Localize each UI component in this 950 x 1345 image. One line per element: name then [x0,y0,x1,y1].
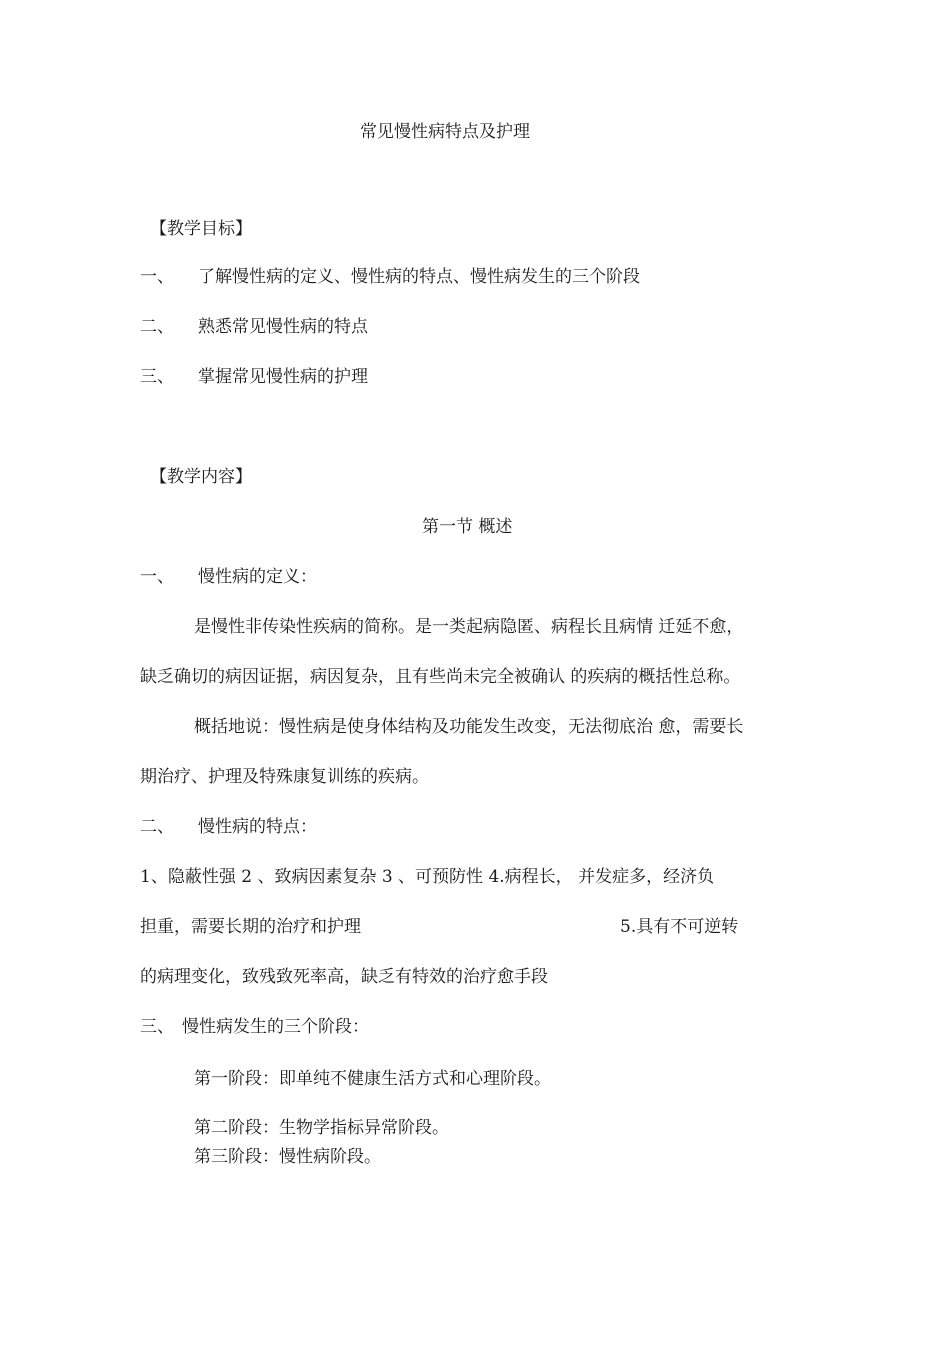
definition-paragraph-2-line-1: 概括地说：慢性病是使身体结构及功能发生改变，无法彻底治 愈，需要长 [194,717,744,737]
features-number: 二、 [140,817,174,837]
definition-number: 一、 [140,567,174,587]
definition-paragraph-1-line-2: 缺乏确切的病因证据，病因复杂，且有些尚未完全被确认 的疾病的概括性总称。 [140,667,741,687]
features-line-1: 1、隐蔽性强 2 、致病因素复杂 3 、可预防性 4.病程长， 并发症多，经济负 [140,867,715,887]
stages-heading [140,1016,369,1038]
objective-item-2-number: 二、 [140,317,174,337]
objective-item-2-text: 熟悉常见慢性病的特点 [198,317,368,337]
features-line-2-part-b: 5.具有不可逆转 [620,917,739,937]
objectives-heading: 【教学目标】 [150,219,252,239]
definition-heading [140,566,317,588]
definition-paragraph-2-line-2: 期治疗、护理及特殊康复训练的疾病。 [140,767,429,787]
objective-item-1-number: 一、 [140,267,174,287]
section-title: 第一节 概述 [422,517,513,537]
objective-item-3 [140,366,368,388]
stage-item-3: 第三阶段：慢性病阶段。 [194,1147,381,1167]
stage-item-1: 第一阶段：即单纯不健康生活方式和心理阶段。 [194,1069,551,1089]
features-heading-text: 慢性病的特点： [198,817,317,837]
features-line-2-part-a: 担重，需要长期的治疗和护理 [140,917,361,937]
stages-number: 三、 [140,1017,174,1037]
document-title: 常见慢性病特点及护理 [360,122,530,142]
stages-heading-text: 慢性病发生的三个阶段： [182,1017,369,1037]
definition-paragraph-1-line-1: 是慢性非传染性疾病的简称。是一类起病隐匿、病程长且病情 迁延不愈， [194,617,744,637]
objective-item-3-number: 三、 [140,367,174,387]
objective-item-1-text: 了解慢性病的定义、慢性病的特点、慢性病发生的三个阶段 [198,267,640,287]
features-heading [140,816,317,838]
content-heading: 【教学内容】 [150,467,252,487]
objective-item-3-text: 掌握常见慢性病的护理 [198,367,368,387]
objective-item-2 [140,316,368,338]
features-line-3: 的病理变化，致残致死率高，缺乏有特效的治疗愈手段 [140,967,548,987]
definition-heading-text: 慢性病的定义： [198,567,317,587]
features-line-2 [140,916,361,938]
objective-item-1 [140,266,640,288]
stage-item-2: 第二阶段：生物学指标异常阶段。 [194,1118,449,1138]
